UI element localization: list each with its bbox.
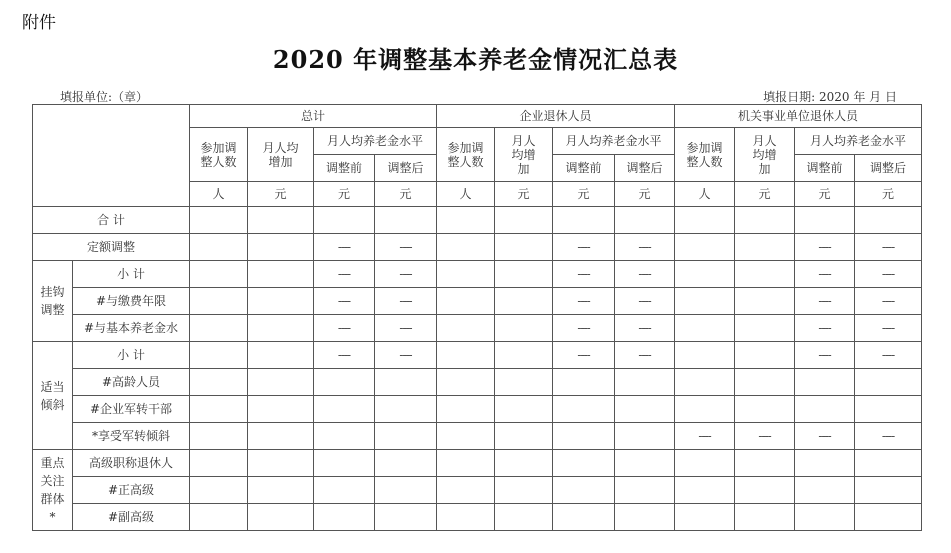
dash-cell: ---- (795, 261, 855, 288)
data-cell[interactable] (495, 342, 553, 369)
data-cell[interactable] (735, 450, 795, 477)
data-cell[interactable] (495, 477, 553, 504)
participants-header: 参加调整人数 (437, 128, 495, 182)
data-cell[interactable] (735, 234, 795, 261)
dash-cell: ---- (375, 315, 437, 342)
dash-cell: ---- (314, 234, 375, 261)
data-cell[interactable] (675, 315, 735, 342)
data-cell[interactable] (495, 315, 553, 342)
data-cell[interactable] (248, 261, 314, 288)
dash-cell: ---- (855, 288, 922, 315)
unit-cell: 元 (855, 182, 922, 207)
data-cell[interactable] (248, 288, 314, 315)
dash-cell: ---- (553, 234, 615, 261)
dash-cell: ---- (314, 261, 375, 288)
data-cell[interactable] (375, 423, 437, 450)
data-cell[interactable] (495, 450, 553, 477)
table-row (33, 423, 922, 450)
data-cell[interactable] (735, 477, 795, 504)
dash-cell: ---- (855, 234, 922, 261)
dash-cell: ---- (795, 423, 855, 450)
before-header: 调整前 (795, 155, 855, 182)
data-cell[interactable] (675, 288, 735, 315)
avg-level-header: 月人均养老金水平 (795, 128, 922, 155)
data-cell[interactable] (314, 423, 375, 450)
dash-cell: ---- (795, 234, 855, 261)
unit-cell: 人 (437, 182, 495, 207)
dash-cell: ---- (553, 261, 615, 288)
table-row (33, 261, 922, 288)
data-cell[interactable] (495, 369, 553, 396)
unit-cell: 元 (495, 182, 553, 207)
data-cell[interactable] (314, 450, 375, 477)
data-cell[interactable] (615, 207, 675, 234)
row-label: #企业军转干部 (73, 396, 190, 423)
data-cell[interactable] (248, 450, 314, 477)
category-guagou: 挂钩调整 (33, 261, 73, 342)
data-cell[interactable] (495, 261, 553, 288)
data-cell[interactable] (190, 369, 248, 396)
data-cell[interactable] (190, 342, 248, 369)
unit-cell: 元 (375, 182, 437, 207)
dash-cell: ---- (314, 315, 375, 342)
corner-cell (33, 105, 190, 207)
before-header: 调整前 (553, 155, 615, 182)
data-cell[interactable] (495, 207, 553, 234)
data-cell[interactable] (735, 342, 795, 369)
after-header: 调整后 (375, 155, 437, 182)
dash-cell: ---- (855, 342, 922, 369)
data-cell[interactable] (314, 504, 375, 531)
data-cell[interactable] (437, 396, 495, 423)
data-cell[interactable] (248, 342, 314, 369)
data-cell[interactable] (735, 396, 795, 423)
summary-table (32, 104, 922, 531)
data-cell[interactable] (675, 369, 735, 396)
data-cell[interactable] (375, 477, 437, 504)
category-zhongdian: 重点关注群体 * (33, 450, 73, 531)
data-cell[interactable] (437, 234, 495, 261)
data-cell[interactable] (795, 369, 855, 396)
data-cell[interactable] (553, 450, 615, 477)
dash-cell: ---- (855, 261, 922, 288)
avg-level-header: 月人均养老金水平 (314, 128, 437, 155)
data-cell[interactable] (190, 450, 248, 477)
data-cell[interactable] (675, 261, 735, 288)
data-cell[interactable] (190, 315, 248, 342)
row-label: #高龄人员 (73, 369, 190, 396)
data-cell[interactable] (248, 477, 314, 504)
data-cell[interactable] (553, 207, 615, 234)
dash-cell: ---- (375, 342, 437, 369)
table-row (33, 315, 922, 342)
data-cell[interactable] (375, 369, 437, 396)
fill-unit-label: 填报单位:（章） (60, 90, 149, 104)
data-cell[interactable] (437, 315, 495, 342)
data-cell[interactable] (437, 423, 495, 450)
data-cell[interactable] (615, 477, 675, 504)
table-row (33, 207, 922, 234)
data-cell[interactable] (437, 342, 495, 369)
table-row (33, 504, 922, 531)
data-cell[interactable] (248, 315, 314, 342)
data-cell[interactable] (675, 504, 735, 531)
row-label: #与基本养老金水 (73, 315, 190, 342)
data-cell[interactable] (190, 477, 248, 504)
unit-cell: 元 (615, 182, 675, 207)
data-cell[interactable] (553, 396, 615, 423)
avg-level-header: 月人均养老金水平 (553, 128, 675, 155)
table-row (33, 369, 922, 396)
group-header-total: 总计 (190, 105, 437, 128)
table-row (33, 450, 922, 477)
dash-cell: ---- (375, 288, 437, 315)
dash-cell: ---- (553, 288, 615, 315)
dash-cell: ---- (553, 315, 615, 342)
group-header-enterprise: 企业退休人员 (437, 105, 675, 128)
unit-cell: 元 (735, 182, 795, 207)
avg-increase-header: 月人均增加 (248, 128, 314, 182)
unit-cell: 人 (675, 182, 735, 207)
data-cell[interactable] (675, 396, 735, 423)
data-cell[interactable] (615, 504, 675, 531)
data-cell[interactable] (855, 477, 922, 504)
data-cell[interactable] (248, 423, 314, 450)
row-label: 小 计 (73, 261, 190, 288)
data-cell[interactable] (615, 450, 675, 477)
dash-cell: ---- (314, 342, 375, 369)
dash-cell: ---- (795, 342, 855, 369)
data-cell[interactable] (437, 261, 495, 288)
category-shidang: 适当倾斜 (33, 342, 73, 450)
data-cell[interactable] (495, 423, 553, 450)
dash-cell: ---- (615, 261, 675, 288)
data-cell[interactable] (437, 207, 495, 234)
data-cell[interactable] (495, 396, 553, 423)
dash-cell: ---- (795, 288, 855, 315)
avg-increase-header: 月人均增加 (495, 128, 553, 182)
data-cell[interactable] (795, 477, 855, 504)
row-label: #正高级 (73, 477, 190, 504)
data-cell[interactable] (675, 234, 735, 261)
data-cell[interactable] (495, 234, 553, 261)
dash-cell: ---- (615, 342, 675, 369)
row-label: 高级职称退休人 (73, 450, 190, 477)
dash-cell: ---- (314, 288, 375, 315)
after-header: 调整后 (855, 155, 922, 182)
data-cell[interactable] (375, 396, 437, 423)
data-cell[interactable] (553, 504, 615, 531)
data-cell[interactable] (855, 504, 922, 531)
data-cell[interactable] (615, 423, 675, 450)
data-cell[interactable] (495, 288, 553, 315)
data-cell[interactable] (795, 207, 855, 234)
data-cell[interactable] (553, 477, 615, 504)
unit-cell: 元 (314, 182, 375, 207)
table-row (33, 288, 922, 315)
data-cell[interactable] (190, 234, 248, 261)
row-label: 定额调整 (33, 234, 190, 261)
data-cell[interactable] (735, 288, 795, 315)
row-label: #副高级 (73, 504, 190, 531)
dash-cell: ---- (375, 261, 437, 288)
dash-cell: ---- (855, 423, 922, 450)
table-row (33, 342, 922, 369)
data-cell[interactable] (375, 504, 437, 531)
data-cell[interactable] (795, 504, 855, 531)
dash-cell: ---- (615, 288, 675, 315)
data-cell[interactable] (375, 207, 437, 234)
table-row (33, 234, 922, 261)
data-cell[interactable] (314, 369, 375, 396)
unit-cell: 元 (553, 182, 615, 207)
row-label: 小 计 (73, 342, 190, 369)
data-cell[interactable] (248, 207, 314, 234)
data-cell[interactable] (735, 261, 795, 288)
data-cell[interactable] (855, 396, 922, 423)
avg-increase-header: 月人均增加 (735, 128, 795, 182)
data-cell[interactable] (190, 261, 248, 288)
data-cell[interactable] (314, 477, 375, 504)
data-cell[interactable] (553, 369, 615, 396)
data-cell[interactable] (675, 477, 735, 504)
data-cell[interactable] (615, 369, 675, 396)
data-cell[interactable] (375, 450, 437, 477)
page-title: 2020 年调整基本养老金情况汇总表 (272, 45, 679, 74)
row-label: 合 计 (33, 207, 190, 234)
dash-cell: ---- (675, 423, 735, 450)
dash-cell: ---- (615, 315, 675, 342)
data-cell[interactable] (314, 207, 375, 234)
data-cell[interactable] (190, 504, 248, 531)
participants-header: 参加调整人数 (190, 128, 248, 182)
data-cell[interactable] (314, 396, 375, 423)
attachment-label: 附件 (22, 13, 56, 33)
data-cell[interactable] (735, 504, 795, 531)
participants-header: 参加调整人数 (675, 128, 735, 182)
data-cell[interactable] (190, 396, 248, 423)
data-cell[interactable] (615, 396, 675, 423)
data-cell[interactable] (248, 504, 314, 531)
before-header: 调整前 (314, 155, 375, 182)
data-cell[interactable] (735, 369, 795, 396)
data-cell[interactable] (248, 396, 314, 423)
data-cell[interactable] (437, 504, 495, 531)
unit-cell: 元 (795, 182, 855, 207)
fill-date-label: 填报日期: 2020 年 月 日 (763, 90, 897, 104)
data-cell[interactable] (735, 315, 795, 342)
data-cell[interactable] (437, 369, 495, 396)
dash-cell: ---- (855, 315, 922, 342)
data-cell[interactable] (855, 369, 922, 396)
data-cell[interactable] (735, 207, 795, 234)
dash-cell: ---- (375, 234, 437, 261)
dash-cell: ---- (735, 423, 795, 450)
data-cell[interactable] (675, 342, 735, 369)
data-cell[interactable] (553, 423, 615, 450)
data-cell[interactable] (675, 207, 735, 234)
row-label: #与缴费年限 (73, 288, 190, 315)
data-cell[interactable] (248, 234, 314, 261)
data-cell[interactable] (437, 477, 495, 504)
dash-cell: ---- (795, 315, 855, 342)
table-row (33, 396, 922, 423)
unit-cell: 人 (190, 182, 248, 207)
data-cell[interactable] (795, 396, 855, 423)
dash-cell: ---- (615, 234, 675, 261)
data-cell[interactable] (495, 504, 553, 531)
data-cell[interactable] (675, 450, 735, 477)
after-header: 调整后 (615, 155, 675, 182)
row-label: *享受军转倾斜 (73, 423, 190, 450)
group-header-institution: 机关事业单位退休人员 (675, 105, 922, 128)
data-cell[interactable] (795, 450, 855, 477)
data-cell[interactable] (248, 369, 314, 396)
dash-cell: ---- (553, 342, 615, 369)
data-cell[interactable] (190, 207, 248, 234)
data-cell[interactable] (190, 423, 248, 450)
table-row (33, 477, 922, 504)
data-cell[interactable] (190, 288, 248, 315)
data-cell[interactable] (855, 450, 922, 477)
unit-cell: 元 (248, 182, 314, 207)
data-cell[interactable] (437, 288, 495, 315)
data-cell[interactable] (437, 450, 495, 477)
data-cell[interactable] (855, 207, 922, 234)
